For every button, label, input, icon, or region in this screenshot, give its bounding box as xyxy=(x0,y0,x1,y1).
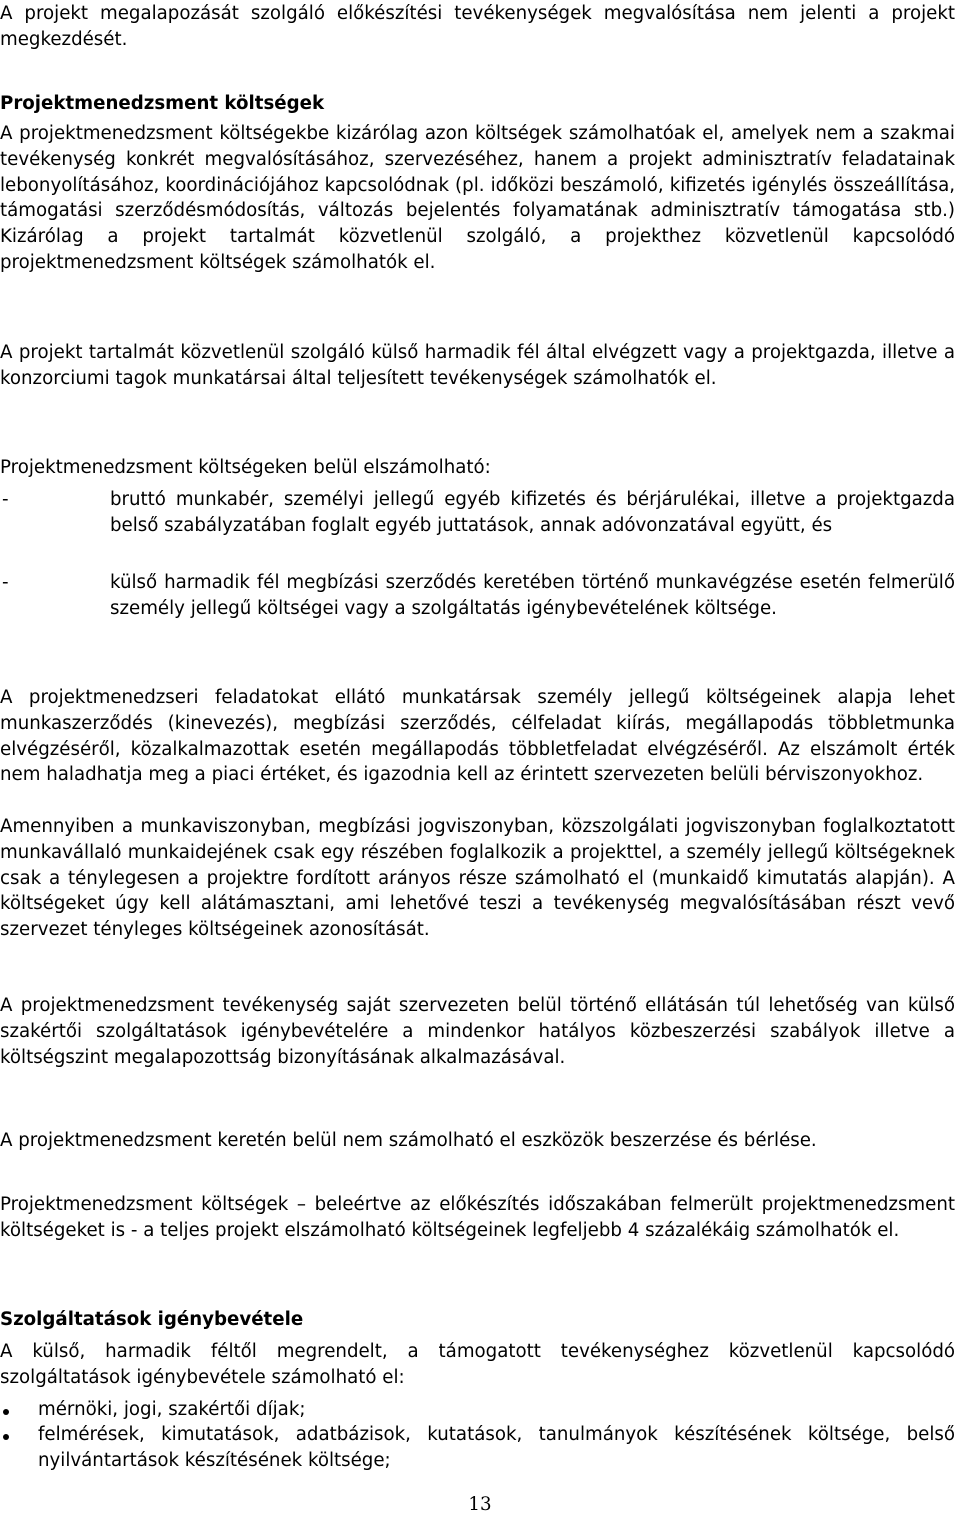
page-number: 13 xyxy=(468,1494,492,1515)
intro-paragraph: A projekt megalapozását szolgáló előkészítési tevékenységek megvalósítása nem jelenti a projekt megkezdését. xyxy=(0,3,955,50)
bullet-list-item-text: mérnöki, jogi, szakértői díjak; xyxy=(38,1399,306,1420)
projektmenedzsment-definition-paragraph: A projektmenedzsment költségekbe kizárólag azon költségek számolhatóak el, amelyek nem a szakmai tevékenység konkrét megvalósításához, szervezéséhez, hanem a projekt adminisztratív feladatainak lebonyolításához, koordinációjához kapcsolódnak (pl. időközi beszámoló, kifizetés igénylés összeállítása, támogatási szerződésmódosítás, változás bejelentés folyamatának adminisztratív támogatása stb.) Kizárólag a projekt tartalmát közvetlenül szolgáló, a projekthez közvetlenül kapcsolódó projektmenedzsment költségek számolhatók el. xyxy=(0,123,955,273)
bullet-icon xyxy=(3,1397,9,1423)
dash-list-item-text: bruttó munkabér, személyi jellegű egyéb kifizetés és bérjárulékai, illetve a projektgazda belső szabályzatában foglalt egyéb juttatások, annak adóvonzatával együtt, és xyxy=(110,489,955,536)
bullet-list-item-text: felmérések, kimutatások, adatbázisok, kutatások, tanulmányok készítésének költsége, belső nyilvántartások készítésének költsége; xyxy=(38,1424,955,1471)
bullet-list-item xyxy=(0,1422,955,1474)
dash-marker: - xyxy=(2,572,9,593)
part-time-staff-paragraph: Amennyiben a munkaviszonyban, megbízási jogviszonyban, közszolgálati jogviszonyban foglalkoztatott munkavállaló munkaidejének csak egy részében foglalkozik a projekttel, a személy jellegű költségeknek csak a ténylegesen a projektre fordított arányos része számolható el (munkaidő kimutatás alapján). A költségeket úgy kell alátámasztani, ami lehetővé teszi a tevékenység megvalósításában részt vevő szervezet tényleges költségeinek azonosítását. xyxy=(0,816,955,941)
dash-list-item xyxy=(0,487,955,539)
staff-cost-basis-paragraph: A projektmenedzseri feladatokat ellátó munkatársak személy jellegű költségeinek alapja lehet munkaszerződés (kinevezés), megbízási szerződés, célfeladat kiírás, megállapodás többletmunka elvégzéséről, közalkalmazottak esetén megállapodás többletfeladat elvégzéséről. Az elszámolt érték nem haladhatja meg a piaci értéket, és igazodnia kell az érintett szervezeten belüli bérviszonyokhoz. xyxy=(0,687,955,786)
eligible-costs-intro: Projektmenedzsment költségeken belül elszámolható: xyxy=(0,457,491,478)
dash-list-item xyxy=(0,570,955,622)
section-heading-szolgaltatasok: Szolgáltatások igénybevétele xyxy=(0,1309,304,1330)
bullet-icon xyxy=(3,1422,9,1448)
dash-marker: - xyxy=(2,489,9,510)
section-heading-projektmenedzsment: Projektmenedzsment költségek xyxy=(0,93,325,114)
cost-limit-paragraph: Projektmenedzsment költségek – beleértve az előkészítés időszakában felmerült projektmenedzsment költségeket is - a teljes projekt elszámolható költségeinek legfeljebb 4 százalékáig számolhatók el. xyxy=(0,1194,955,1241)
no-equipment-paragraph: A projektmenedzsment keretén belül nem számolható el eszközök beszerzése és bérlése. xyxy=(0,1130,817,1151)
eligible-activities-paragraph: A projekt tartalmát közvetlenül szolgáló külső harmadik fél által elvégzett vagy a projektgazda, illetve a konzorciumi tagok munkatársai által teljesített tevékenységek számolhatók el. xyxy=(0,342,955,389)
external-experts-paragraph: A projektmenedzsment tevékenység saját szervezeten belül történő ellátásán túl lehetőség van külső szakértői szolgáltatások igénybevételére a mindenkor hatályos közbeszerzési szabályok illetve a költségszint megalapozottság bizonyításának alkalmazásával. xyxy=(0,995,955,1068)
bullet-list-item xyxy=(0,1397,955,1423)
dash-list-item-text: külső harmadik fél megbízási szerződés keretében történő munkavégzése esetén felmerülő személy jellegű költségei vagy a szolgáltatás igénybevételének költsége. xyxy=(110,572,955,619)
services-intro-paragraph: A külső, harmadik féltől megrendelt, a támogatott tevékenységhez közvetlenül kapcsolódó szolgáltatások igénybevétele számolható el: xyxy=(0,1341,955,1388)
